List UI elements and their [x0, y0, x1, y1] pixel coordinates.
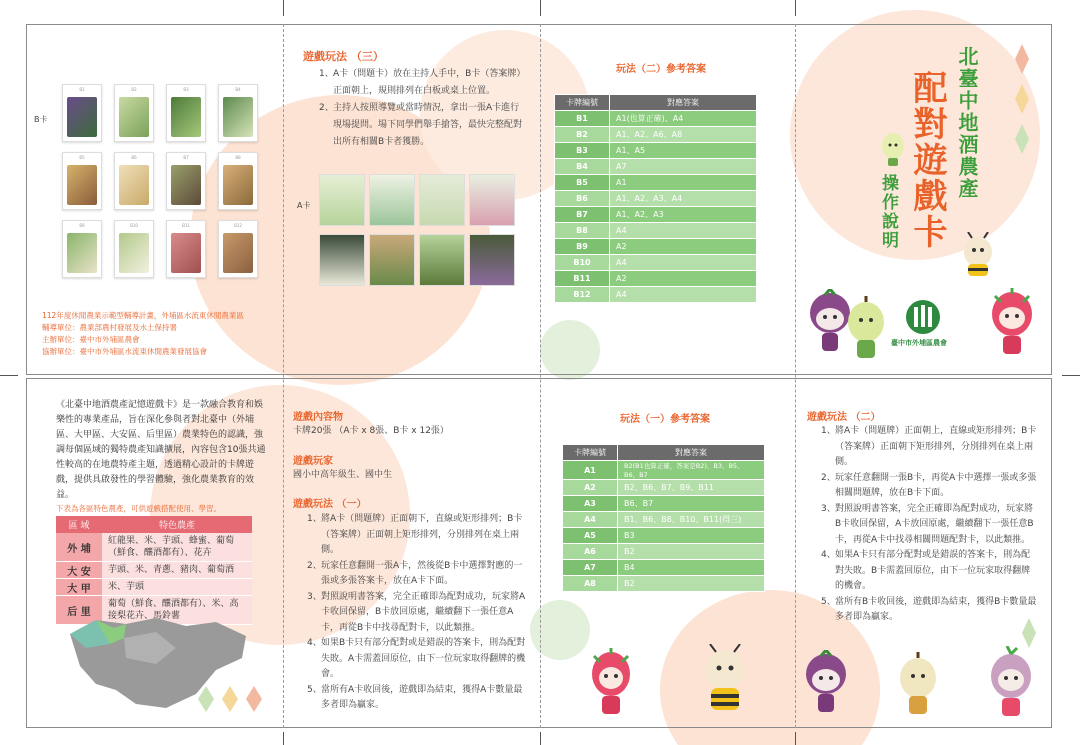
b-card: B10 — [114, 220, 154, 278]
crop-mark — [795, 0, 796, 16]
table-row: A4 B1、B6、B8、B10、B11(得三) — [563, 512, 765, 528]
panel-intro — [26, 378, 283, 728]
table-header: 特色農產 — [102, 516, 252, 533]
table-row: B6 A1、A2、A3、A4 — [555, 191, 757, 207]
panel-cover — [795, 24, 1052, 375]
table-row: B12 A4 — [555, 287, 757, 303]
regions-table — [56, 516, 252, 625]
credits-line: 112年度休閒農業示範型輔導計畫，外埔區水流東休閒農業區 — [42, 311, 244, 320]
b-card: B9 — [62, 220, 102, 278]
table-header: 卡牌編號 — [563, 445, 618, 461]
list-item: 1、 A卡（問題卡）放在主持人手中，B卡（答案牌）正面朝上，規則排列在白板或桌上位置。 — [319, 69, 521, 96]
bee-mascot — [698, 644, 752, 720]
b-card: B1 — [62, 84, 102, 142]
b-card: B5 — [62, 152, 102, 210]
method3-title: 遊戲玩法 （三） — [303, 50, 384, 63]
table-row: A7 B4 — [563, 560, 765, 576]
org-name: 臺中市外埔區農會 — [891, 339, 947, 347]
content-text: 卡牌20張 （A卡 x 8張、B卡 x 12張） — [293, 426, 449, 436]
table-row: B10 A4 — [555, 255, 757, 271]
taro-mascot — [985, 646, 1037, 720]
list-item: 3、 對照說明書答案，完全正確即為配對成功，玩家將B卡收回保留，A卡放回原處，繼續翻下一張任意B卡，再從A卡中找尋相關問題配對卡，以此類推。 — [821, 503, 1034, 545]
answers1-table — [562, 444, 765, 592]
b-card: B6 — [114, 152, 154, 210]
method1-title: 遊戲玩法 （一） — [293, 499, 367, 510]
diamond-decoration — [1021, 618, 1037, 648]
a-card — [369, 234, 415, 286]
panel-answers-2 — [540, 24, 795, 375]
method3-list — [319, 66, 524, 151]
bee-mascot — [960, 232, 996, 280]
table-row: 外 埔 紅龍果、米、芋頭、蜂蜜、葡萄（鮮食、釀酒都有）、花卉 — [56, 533, 252, 562]
bcard-label: B卡 — [34, 115, 48, 124]
player-title: 遊戲玩家 — [293, 456, 333, 467]
table-row: A3 B6、B7 — [563, 496, 765, 512]
b-card: B8 — [218, 152, 258, 210]
a-card — [469, 234, 515, 286]
dragonfruit-mascot — [985, 286, 1039, 360]
intro-text: 《北臺中地酒農產記憶遊戲卡》是一款融合教育和娛樂性的專業產品，旨在深化參與者對北臺中（外埔區、大甲區、大安區、后里區）農業特色的認識，強調每個區域的獨特農產知識擴展，內容包含10張共通性較高的在地農特產主題，透過精心設計的卡牌遊戲，提供具啟發性的學習體驗，強化農業教育的效益。 — [56, 400, 266, 500]
table-row: 后 里 葡萄（鮮食、釀酒都有）、米、高接梨花卉、馬鈴薯 — [56, 596, 252, 625]
table-row: B8 A4 — [555, 223, 757, 239]
list-item: 5、 當所有A卡收回後，遊戲即為結束，獲得A卡數量最多者即為贏家。 — [307, 684, 523, 710]
panel-method-2 — [795, 378, 1052, 728]
b-card: B11 — [166, 220, 206, 278]
credits-line: 協辦單位：臺中市外埔區水流東休閒農業發展協會 — [42, 347, 207, 356]
list-item: 2、 玩家任意翻開一張A卡，然後從B卡中選擇對應的一張或多張答案卡，放在A卡下面。 — [307, 560, 523, 586]
table-row: A5 B3 — [563, 528, 765, 544]
table-row: B2 A1、A2、A6、A8 — [555, 127, 757, 143]
method2-title: 遊戲玩法 （二） — [807, 412, 881, 423]
table-row: A2 B2、B6、B7、B9、B11 — [563, 480, 765, 496]
list-item: 1、 將A卡（問題牌）正面朝下，直線或矩形排列；B卡（答案牌）正面朝上矩形排列，分別排列在桌上兩側。 — [307, 514, 523, 555]
table-row: B3 A1、A5 — [555, 143, 757, 159]
b-card: B12 — [218, 220, 258, 278]
table-row: A6 B2 — [563, 544, 765, 560]
list-item: 2、 玩家任意翻開一張B卡，再從A卡中選擇一張或多張相關問題牌，放在B卡下面。 — [821, 472, 1037, 498]
list-item: 2、 主持人按照導覽或當時情況，拿出一張A卡進行現場提問。場下同學們舉手搶答，最快完整配對出所有相關B卡者獲勝。 — [319, 103, 523, 147]
table-row: B1 A1(也算正確)、A4 — [555, 111, 757, 127]
table-row: B5 A1 — [555, 175, 757, 191]
table-caption: 下表為各區特色農產，可供遊戲搭配使用、學習。 — [56, 504, 221, 513]
pear-mascot — [843, 294, 889, 364]
cover-title-3: 操作說明 — [878, 174, 898, 250]
panel-method-3 — [283, 24, 540, 375]
table-row: A1 B2(B1也算正確，答案是B2)、B3、B5、B6、B7 — [563, 461, 765, 480]
crop-mark — [0, 375, 18, 376]
diamond-decoration — [196, 686, 266, 712]
cover-title-2: 配對遊戲卡 — [907, 70, 947, 250]
a-card — [469, 174, 515, 226]
a-card — [319, 234, 365, 286]
answers2-title: 玩法（二）參考答案 — [616, 64, 706, 75]
b-card: B2 — [114, 84, 154, 142]
crop-mark — [283, 732, 284, 745]
dragonfruit-mascot — [586, 646, 636, 718]
cover-title-1: 北臺中地酒農產 — [955, 46, 979, 200]
panel-method-1 — [283, 378, 540, 728]
table-row: A8 B2 — [563, 576, 765, 592]
list-item: 1、 將A卡（問題牌）正面朝上，直線或矩形排列；B卡（答案牌）正面朝下矩形排列，分別排列在桌上兩側。 — [821, 426, 1037, 467]
a-card — [419, 174, 465, 226]
farmers-association-logo — [905, 299, 941, 335]
grape-mascot — [801, 650, 851, 720]
pear-small-mascot — [879, 128, 907, 168]
table-header: 區 域 — [56, 516, 102, 533]
table-row: B4 A7 — [555, 159, 757, 175]
list-item: 3、 對照說明書答案，完全正確即為配對成功，玩家將A卡收回保留，B卡放回原處，繼續翻下一張任意A卡，再從B卡中找尋配對卡，以此類推。 — [307, 591, 526, 633]
table-row: B7 A1、A2、A3 — [555, 207, 757, 223]
credits — [42, 310, 244, 358]
table-header: 卡牌編號 — [555, 95, 610, 111]
player-text: 國小中高年級生、國中生 — [293, 470, 393, 480]
pear-mascot — [895, 650, 941, 720]
answers2-table — [554, 94, 757, 303]
diamond-decoration — [1007, 44, 1037, 154]
crop-mark — [540, 0, 541, 16]
table-header: 對應答案 — [610, 95, 757, 111]
b-card: B3 — [166, 84, 206, 142]
crop-mark — [1062, 375, 1080, 376]
content-title: 遊戲內容物 — [293, 412, 343, 423]
crop-mark — [540, 732, 541, 745]
table-row: B11 A2 — [555, 271, 757, 287]
table-header: 對應答案 — [618, 445, 765, 461]
method2-list — [821, 424, 1039, 626]
crop-mark — [283, 0, 284, 16]
a-card — [319, 174, 365, 226]
method1-list — [307, 512, 529, 714]
table-row: 大 安 芋頭、米、青蔥、豬肉、葡萄酒 — [56, 562, 252, 579]
answers1-title: 玩法（一）參考答案 — [620, 414, 710, 425]
list-item: 4、 如果A卡只有部分配對或是錯誤的答案卡，則為配對失敗。B卡需蓋回原位，由下一位玩家取得翻牌的機會。 — [821, 550, 1031, 591]
crop-mark — [795, 732, 796, 745]
credits-line: 主辦單位：臺中市外埔區農會 — [42, 335, 140, 344]
table-row: B9 A2 — [555, 239, 757, 255]
credits-line: 輔導單位：農業部農村發展及水土保持署 — [42, 323, 177, 332]
b-card: B4 — [218, 84, 258, 142]
b-card: B7 — [166, 152, 206, 210]
acard-label: A卡 — [297, 201, 311, 210]
list-item: 5、 當所有B卡收回後，遊戲即為結束，獲得B卡數量最多者即為贏家。 — [821, 596, 1037, 622]
panel-b-cards — [26, 24, 283, 375]
table-row: 大 甲 米、芋頭 — [56, 579, 252, 596]
a-card — [369, 174, 415, 226]
panel-answers-1 — [540, 378, 795, 728]
a-card — [419, 234, 465, 286]
list-item: 4、 如果B卡只有部分配對或是錯誤的答案卡，則為配對失敗。A卡需蓋回原位，由下一位玩家取得翻牌的機會。 — [307, 638, 526, 679]
